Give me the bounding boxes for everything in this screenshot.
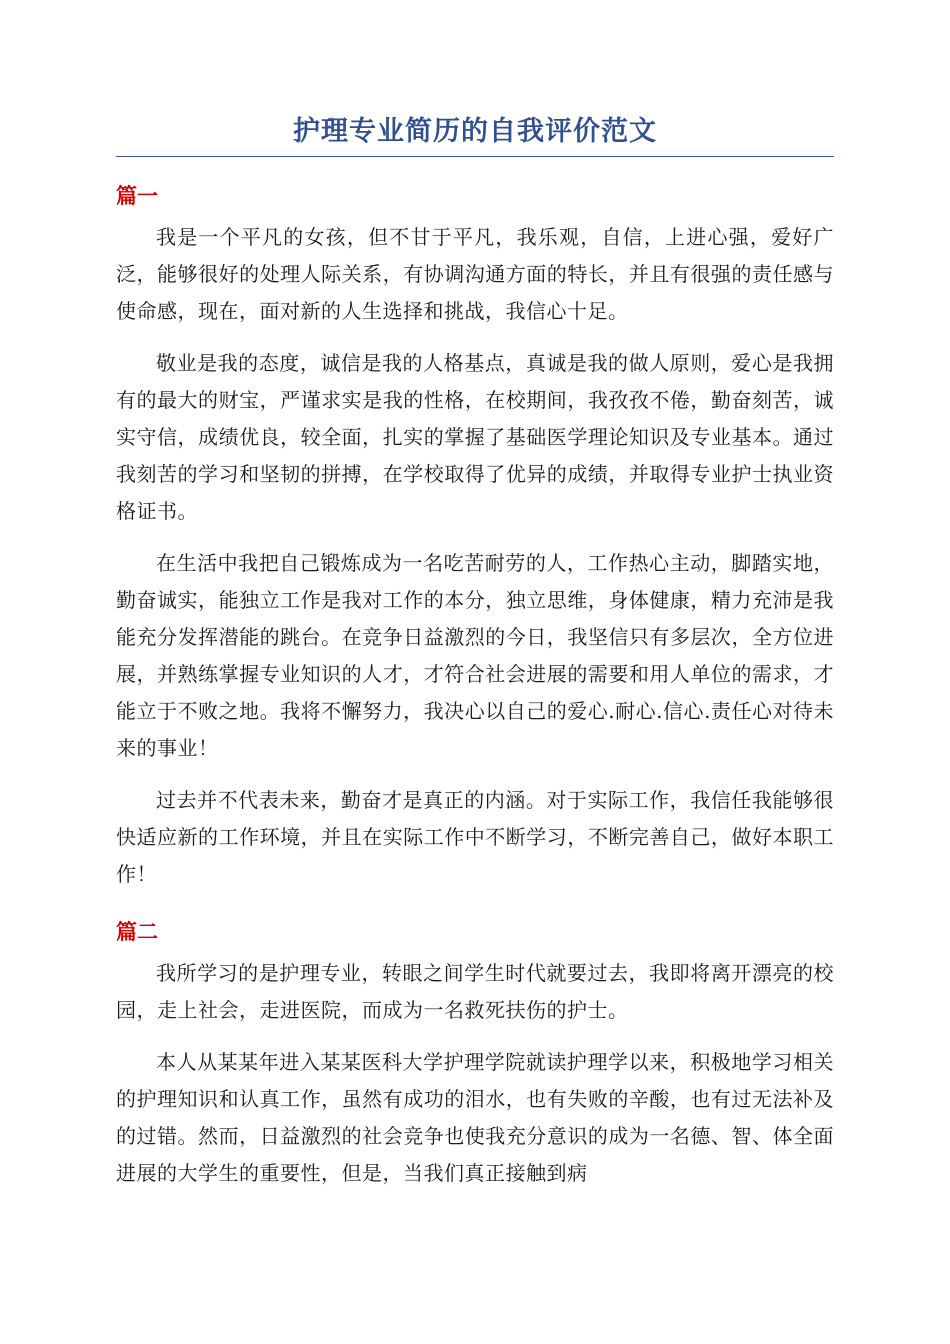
paragraph: 我所学习的是护理专业，转眼之间学生时代就要过去，我即将离开漂亮的校园，走上社会，走进医院，而成为一名救死扶伤的护士。 xyxy=(116,961,834,1022)
document-page xyxy=(116,112,834,1207)
section-2 xyxy=(116,917,834,1192)
paragraph: 本人从某某年进入某某医科大学护理学院就读护理学以来，积极地学习相关的护理知识和认真工作，虽然有成功的泪水，也有失败的辛酸，也有过无法补及的过错。然而，日益激烈的社会竞争也使我充分意识的成为一名德、智、体全面进展的大学生的重要性，但是，当我们真正接触到病 xyxy=(116,1050,834,1185)
paragraph: 过去并不代表未来，勤奋才是真正的内涵。对于实际工作，我信任我能够很快适应新的工作环境，并且在实际工作中不断学习，不断完善自己，做好本职工作！ xyxy=(116,788,834,886)
section-heading: 篇一 xyxy=(116,184,158,208)
paragraph: 我是一个平凡的女孩，但不甘于平凡，我乐观，自信，上进心强，爱好广泛，能够很好的处理人际关系，有协调沟通方面的特长，并且有很强的责任感与使命感，现在，面对新的人生选择和挑战，我信心十足。 xyxy=(116,225,834,323)
paragraph: 敬业是我的态度，诚信是我的人格基点，真诚是我的做人原则，爱心是我拥有的最大的财宝，严谨求实是我的性格，在校期间，我孜孜不倦，勤奋刻苦，诚实守信，成绩优良，较全面，扎实的掌握了基础医学理论知识及专业基本。通过我刻苦的学习和坚韧的拼搏，在学校取得了优异的成绩，并取得专业护士执业资格证书。 xyxy=(116,351,834,523)
paragraph: 在生活中我把自己锻炼成为一名吃苦耐劳的人，工作热心主动，脚踏实地，勤奋诚实，能独立工作是我对工作的本分，独立思维，身体健康，精力充沛是我能充分发挥潜能的跳台。在竞争日益激烈的今日，我坚信只有多层次，全方位进展，并熟练掌握专业知识的人才，才符合社会进展的需要和用人单位的需求，才能立于不败之地。我将不懈努力，我决心以自己的爱心.耐心.信心.责任心对待未来的事业！ xyxy=(116,551,834,760)
document-title: 护理专业简历的自我评价范文 xyxy=(116,112,834,157)
section-heading: 篇二 xyxy=(116,920,158,944)
section-1 xyxy=(116,181,834,893)
